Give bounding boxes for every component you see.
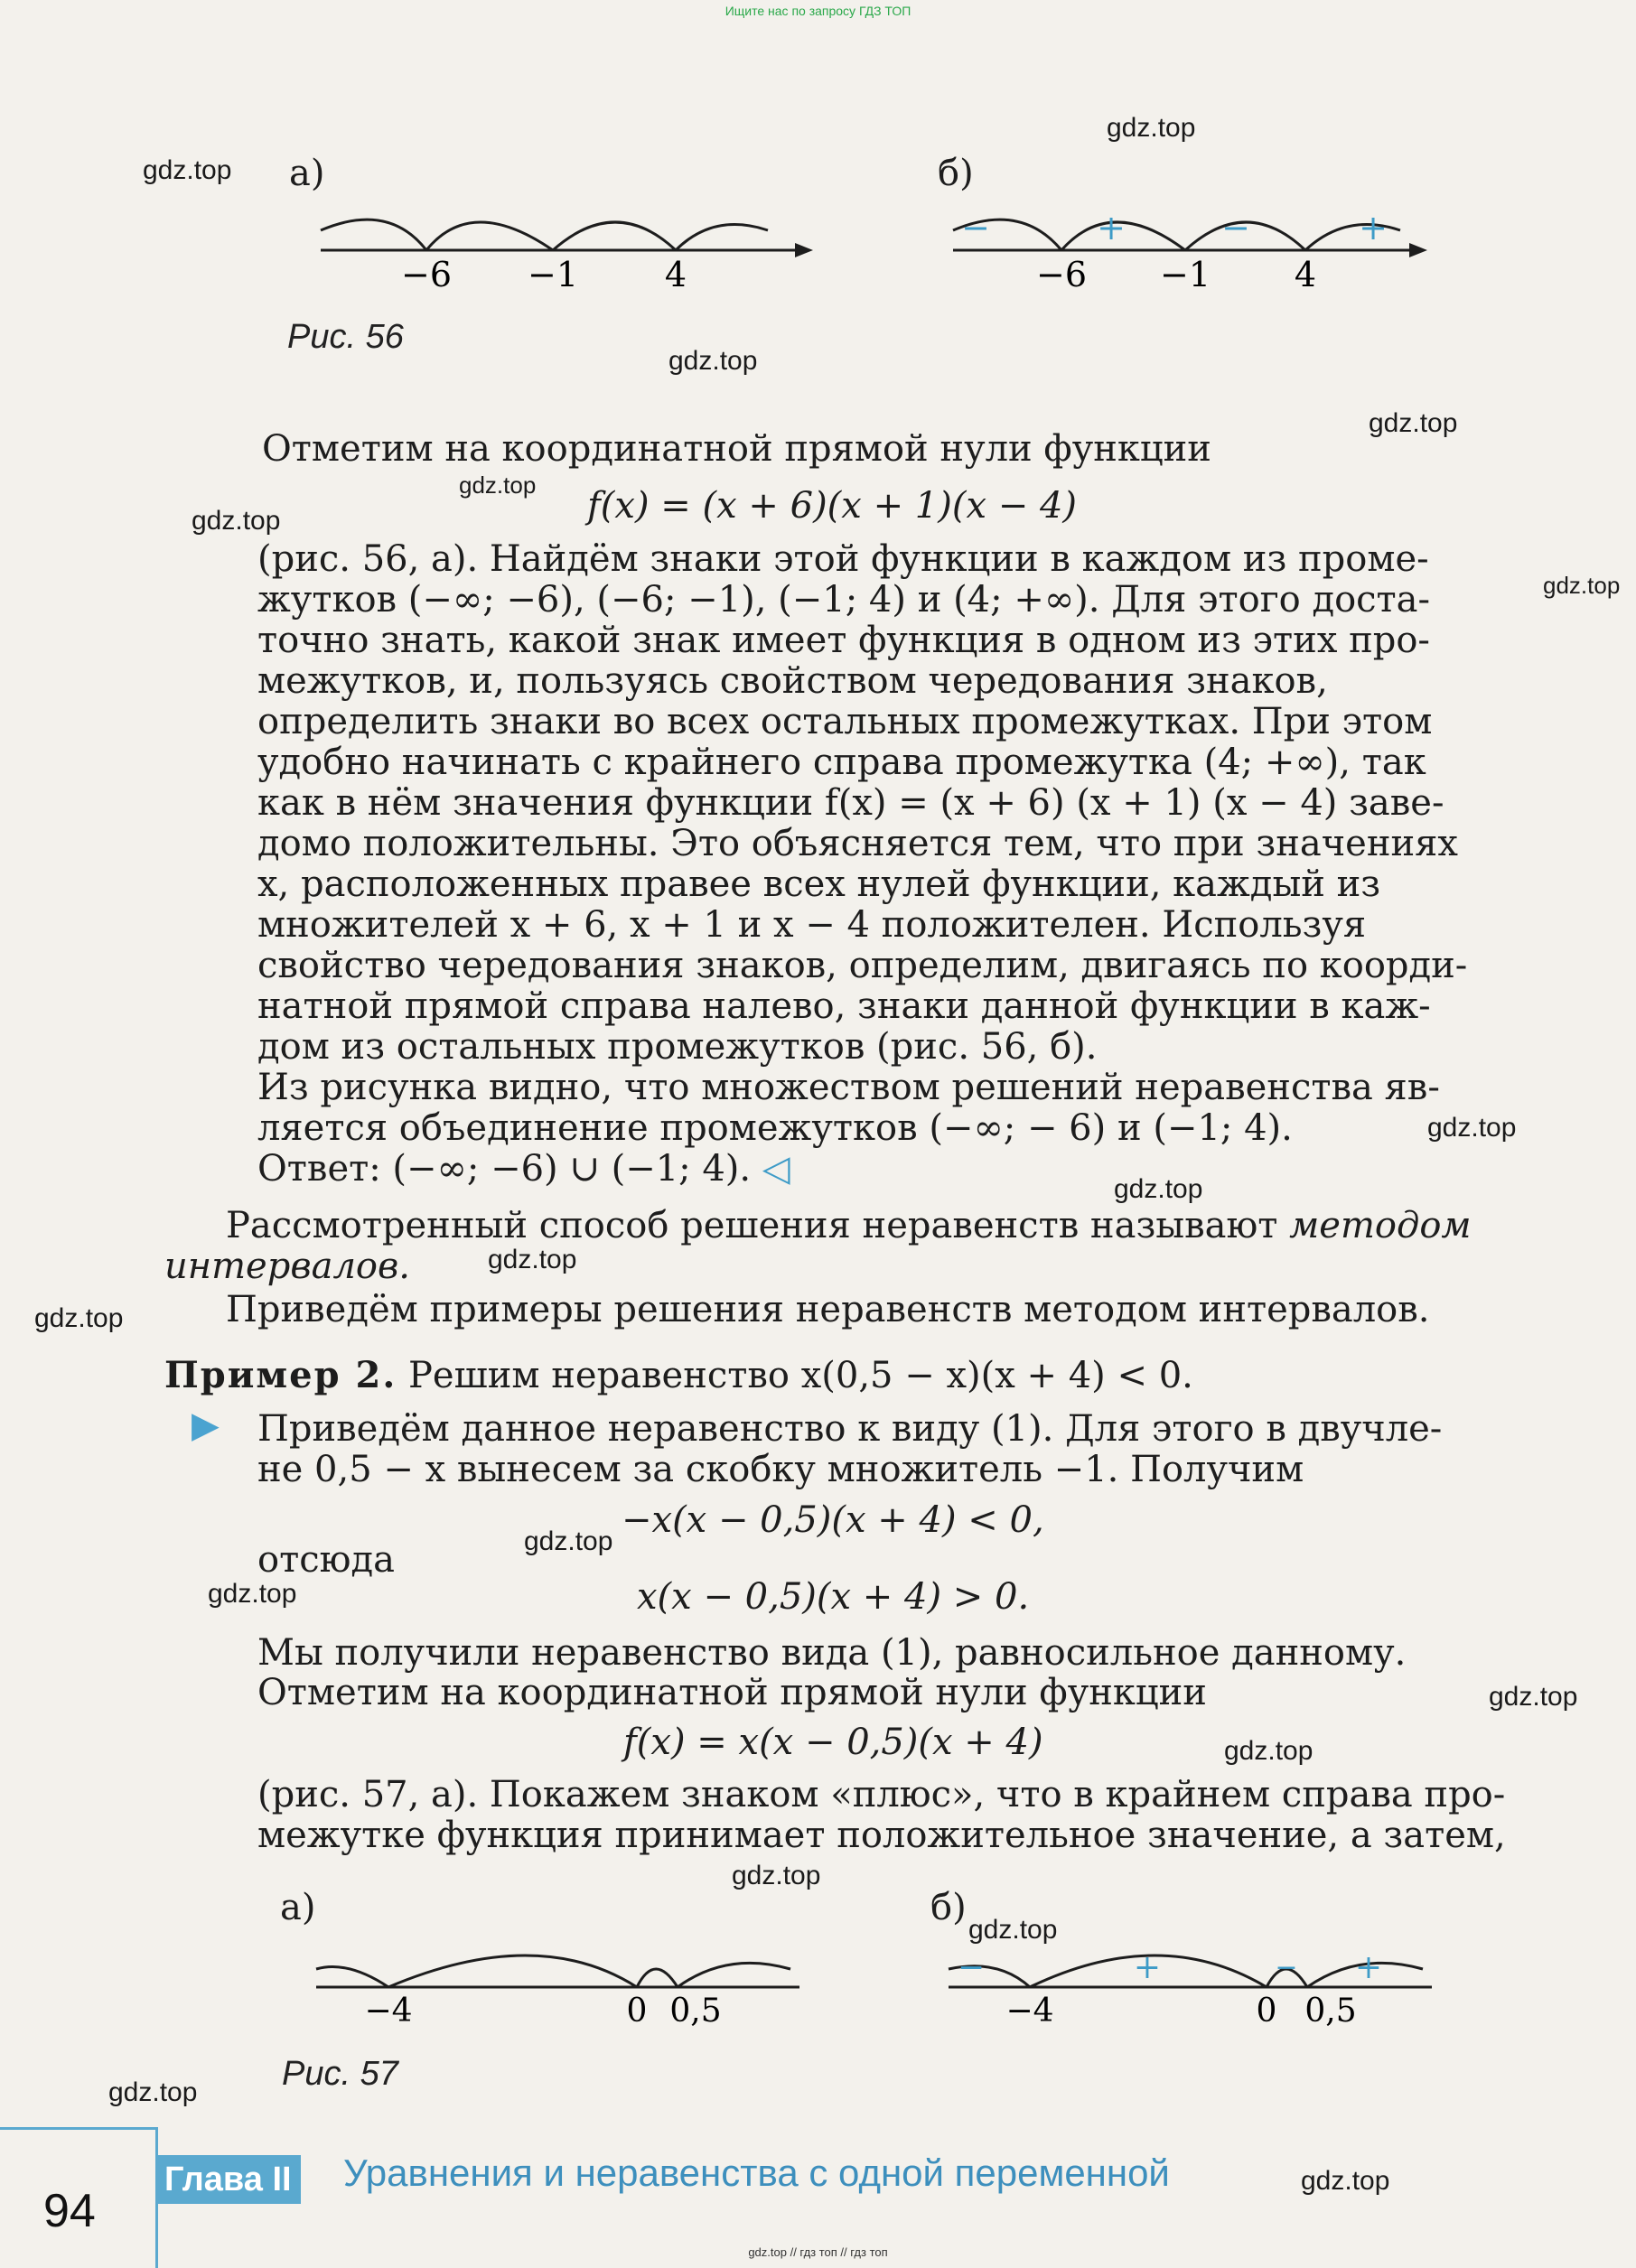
example2-line3: Мы получили неравенство вида (1), равносильное данному.	[257, 1632, 1407, 1674]
answer: Ответ: (−∞; −6) ∪ (−1; 4).	[257, 1148, 752, 1190]
point-label: 0	[626, 1993, 648, 2030]
fig57-b-label: б)	[930, 1887, 967, 1928]
text-line: точно знать, какой знак имеет функция в одном из этих про-	[257, 620, 1430, 661]
chapter-title: Уравнения и неравенства с одной переменной	[343, 2151, 1170, 2194]
para1-intro: Отметим на координатной прямой нули функции	[262, 428, 1211, 470]
example2-line1: Приведём данное неравенство к виду (1). Для этого в двучле-	[257, 1408, 1443, 1450]
sign-minus: −	[1221, 208, 1250, 247]
fig57-a-number-line	[312, 1933, 818, 2032]
watermark: gdz.top	[488, 1245, 577, 1274]
text-line: Из рисунка видно, что множеством решений неравенства яв-	[257, 1067, 1440, 1108]
example2-line4: Отметим на координатной прямой нули функции	[257, 1672, 1207, 1713]
text-line: (рис. 56, а). Найдём знаки этой функции в каждом из проме-	[257, 538, 1429, 580]
example2-formula3: f(x) = x(x − 0,5)(x + 4)	[623, 1722, 1043, 1763]
sign-plus: +	[1097, 208, 1126, 247]
point-label: −1	[527, 255, 579, 294]
point-label: −6	[400, 255, 453, 294]
fig56-b-number-line	[949, 194, 1436, 294]
example2-title: Пример 2.	[164, 1354, 397, 1396]
example2-line2: не 0,5 − x вынесем за скобку множитель −1. Получим	[257, 1449, 1304, 1490]
example2-formula2: x(x − 0,5)(x + 4) > 0.	[637, 1576, 1030, 1618]
fig57-caption: Рис. 57	[282, 2055, 398, 2093]
example2-statement: Решим неравенство x(0,5 − x)(x + 4) < 0.	[407, 1355, 1193, 1396]
watermark: gdz.top	[968, 1915, 1058, 1945]
top-note: Ищите нас по запросу ГДЗ ТОП	[725, 4, 911, 18]
arc	[316, 1967, 388, 1988]
text-line: определить знаки во всех остальных промежутках. При этом	[257, 701, 1433, 742]
example2-line5: (рис. 57, а). Покажем знаком «плюс», что в крайнем справа про-	[257, 1774, 1506, 1815]
text-line: ляется объединение промежутков (−∞; − 6) и (−1; 4).	[257, 1107, 1293, 1149]
text-line: натной прямой справа налево, знаки данной функции в каж-	[257, 985, 1431, 1027]
fig56-a-label: а)	[289, 153, 325, 194]
example2-line6: межутке функция принимает положительное значение, а затем,	[257, 1815, 1506, 1856]
example2-otsyuda: отсюда	[257, 1539, 395, 1581]
point-label: −4	[1005, 1993, 1054, 2030]
sign-minus: −	[957, 1949, 986, 1986]
sign-minus: −	[1275, 1952, 1298, 1983]
sign-plus: +	[1354, 1949, 1383, 1986]
sign-plus: +	[1359, 208, 1388, 247]
point-label: 0	[1256, 1993, 1277, 2030]
example2-formula1: −x(x − 0,5)(x + 4) < 0,	[622, 1499, 1044, 1541]
watermark: gdz.top	[1114, 1174, 1203, 1204]
example2-heading	[164, 1355, 1193, 1396]
watermark: gdz.top	[34, 1303, 124, 1333]
text-line: удобно начинать с крайнего справа промежутка (4; +∞), так	[257, 742, 1426, 783]
method-line1	[226, 1206, 1472, 1246]
point-label: 0,5	[1304, 1993, 1357, 2030]
watermark: gdz.top	[524, 1526, 613, 1556]
arrow-icon	[1409, 243, 1427, 257]
arrow-icon	[795, 243, 813, 257]
fig56-b-label: б)	[938, 153, 974, 194]
bottom-note: gdz.top // гдз топ // гдз топ	[748, 2245, 888, 2259]
para1-body	[257, 539, 1549, 1190]
fig56-caption: Рис. 56	[287, 318, 404, 356]
arc	[426, 222, 553, 250]
end-mark-icon: ◁	[762, 1148, 790, 1190]
arc	[676, 225, 768, 250]
method-line2: интервалов.	[164, 1246, 410, 1287]
text-line: множителей x + 6, x + 1 и x − 4 положителен. Используя	[257, 904, 1367, 946]
method-text: Рассмотренный способ решения неравенств называют	[226, 1205, 1278, 1246]
watermark: gdz.top	[732, 1861, 821, 1890]
watermark: gdz.top	[1301, 2166, 1390, 2196]
arc	[388, 1955, 637, 1987]
point-label: −6	[1035, 255, 1088, 294]
text-line: межутков, и, пользуясь свойством чередования знаков,	[257, 660, 1328, 702]
arc	[321, 219, 426, 250]
arc	[678, 1963, 790, 1987]
chapter-badge: Глава II	[155, 2155, 301, 2204]
formula-f56: f(x) = (x + 6)(x + 1)(x − 4)	[587, 485, 1078, 527]
watermark: gdz.top	[1543, 572, 1621, 599]
sign-minus: −	[961, 208, 990, 247]
arc	[637, 1969, 678, 1987]
start-mark-icon: ▶	[192, 1405, 220, 1446]
watermark: gdz.top	[143, 155, 232, 185]
point-label: −4	[364, 1993, 413, 2030]
method-line3: Приведём примеры решения неравенств методом интервалов.	[226, 1289, 1430, 1330]
text-line: как в нём значения функции f(x) = (x + 6) (x + 1) (x − 4) заве-	[257, 782, 1444, 824]
text-line: x, расположенных правее всех нулей функции, каждый из	[257, 863, 1381, 905]
watermark: gdz.top	[208, 1579, 297, 1609]
watermark: gdz.top	[1224, 1736, 1313, 1766]
watermark: gdz.top	[1427, 1113, 1517, 1143]
point-label: 4	[664, 255, 687, 294]
page-number: 94	[43, 2185, 96, 2237]
text-line: жутков (−∞; −6), (−6; −1), (−1; 4) и (4; +∞). Для этого доста-	[257, 579, 1431, 621]
text-line: дом из остальных промежутков (рис. 56, б).	[257, 1026, 1098, 1068]
watermark: gdz.top	[1489, 1682, 1578, 1712]
watermark: gdz.top	[459, 471, 537, 499]
text-line: свойство чередования знаков, определим, двигаясь по коорди-	[257, 945, 1468, 986]
point-label: −1	[1159, 255, 1211, 294]
point-label: 0,5	[669, 1993, 722, 2030]
arc	[553, 222, 676, 250]
text-line: домо положительны. Это объясняется тем, что при значениях	[257, 823, 1458, 864]
watermark: gdz.top	[108, 2077, 198, 2107]
method-term: методом	[1289, 1205, 1472, 1246]
fig57-b-number-line	[944, 1933, 1450, 2032]
footer-rule	[0, 2127, 158, 2130]
point-label: 4	[1294, 255, 1317, 294]
fig56-a-number-line	[316, 194, 822, 294]
sign-plus: +	[1133, 1949, 1162, 1986]
fig57-a-label: а)	[280, 1887, 316, 1928]
watermark: gdz.top	[1369, 408, 1458, 438]
watermark: gdz.top	[1107, 113, 1196, 143]
watermark: gdz.top	[192, 506, 281, 536]
watermark: gdz.top	[668, 346, 758, 376]
